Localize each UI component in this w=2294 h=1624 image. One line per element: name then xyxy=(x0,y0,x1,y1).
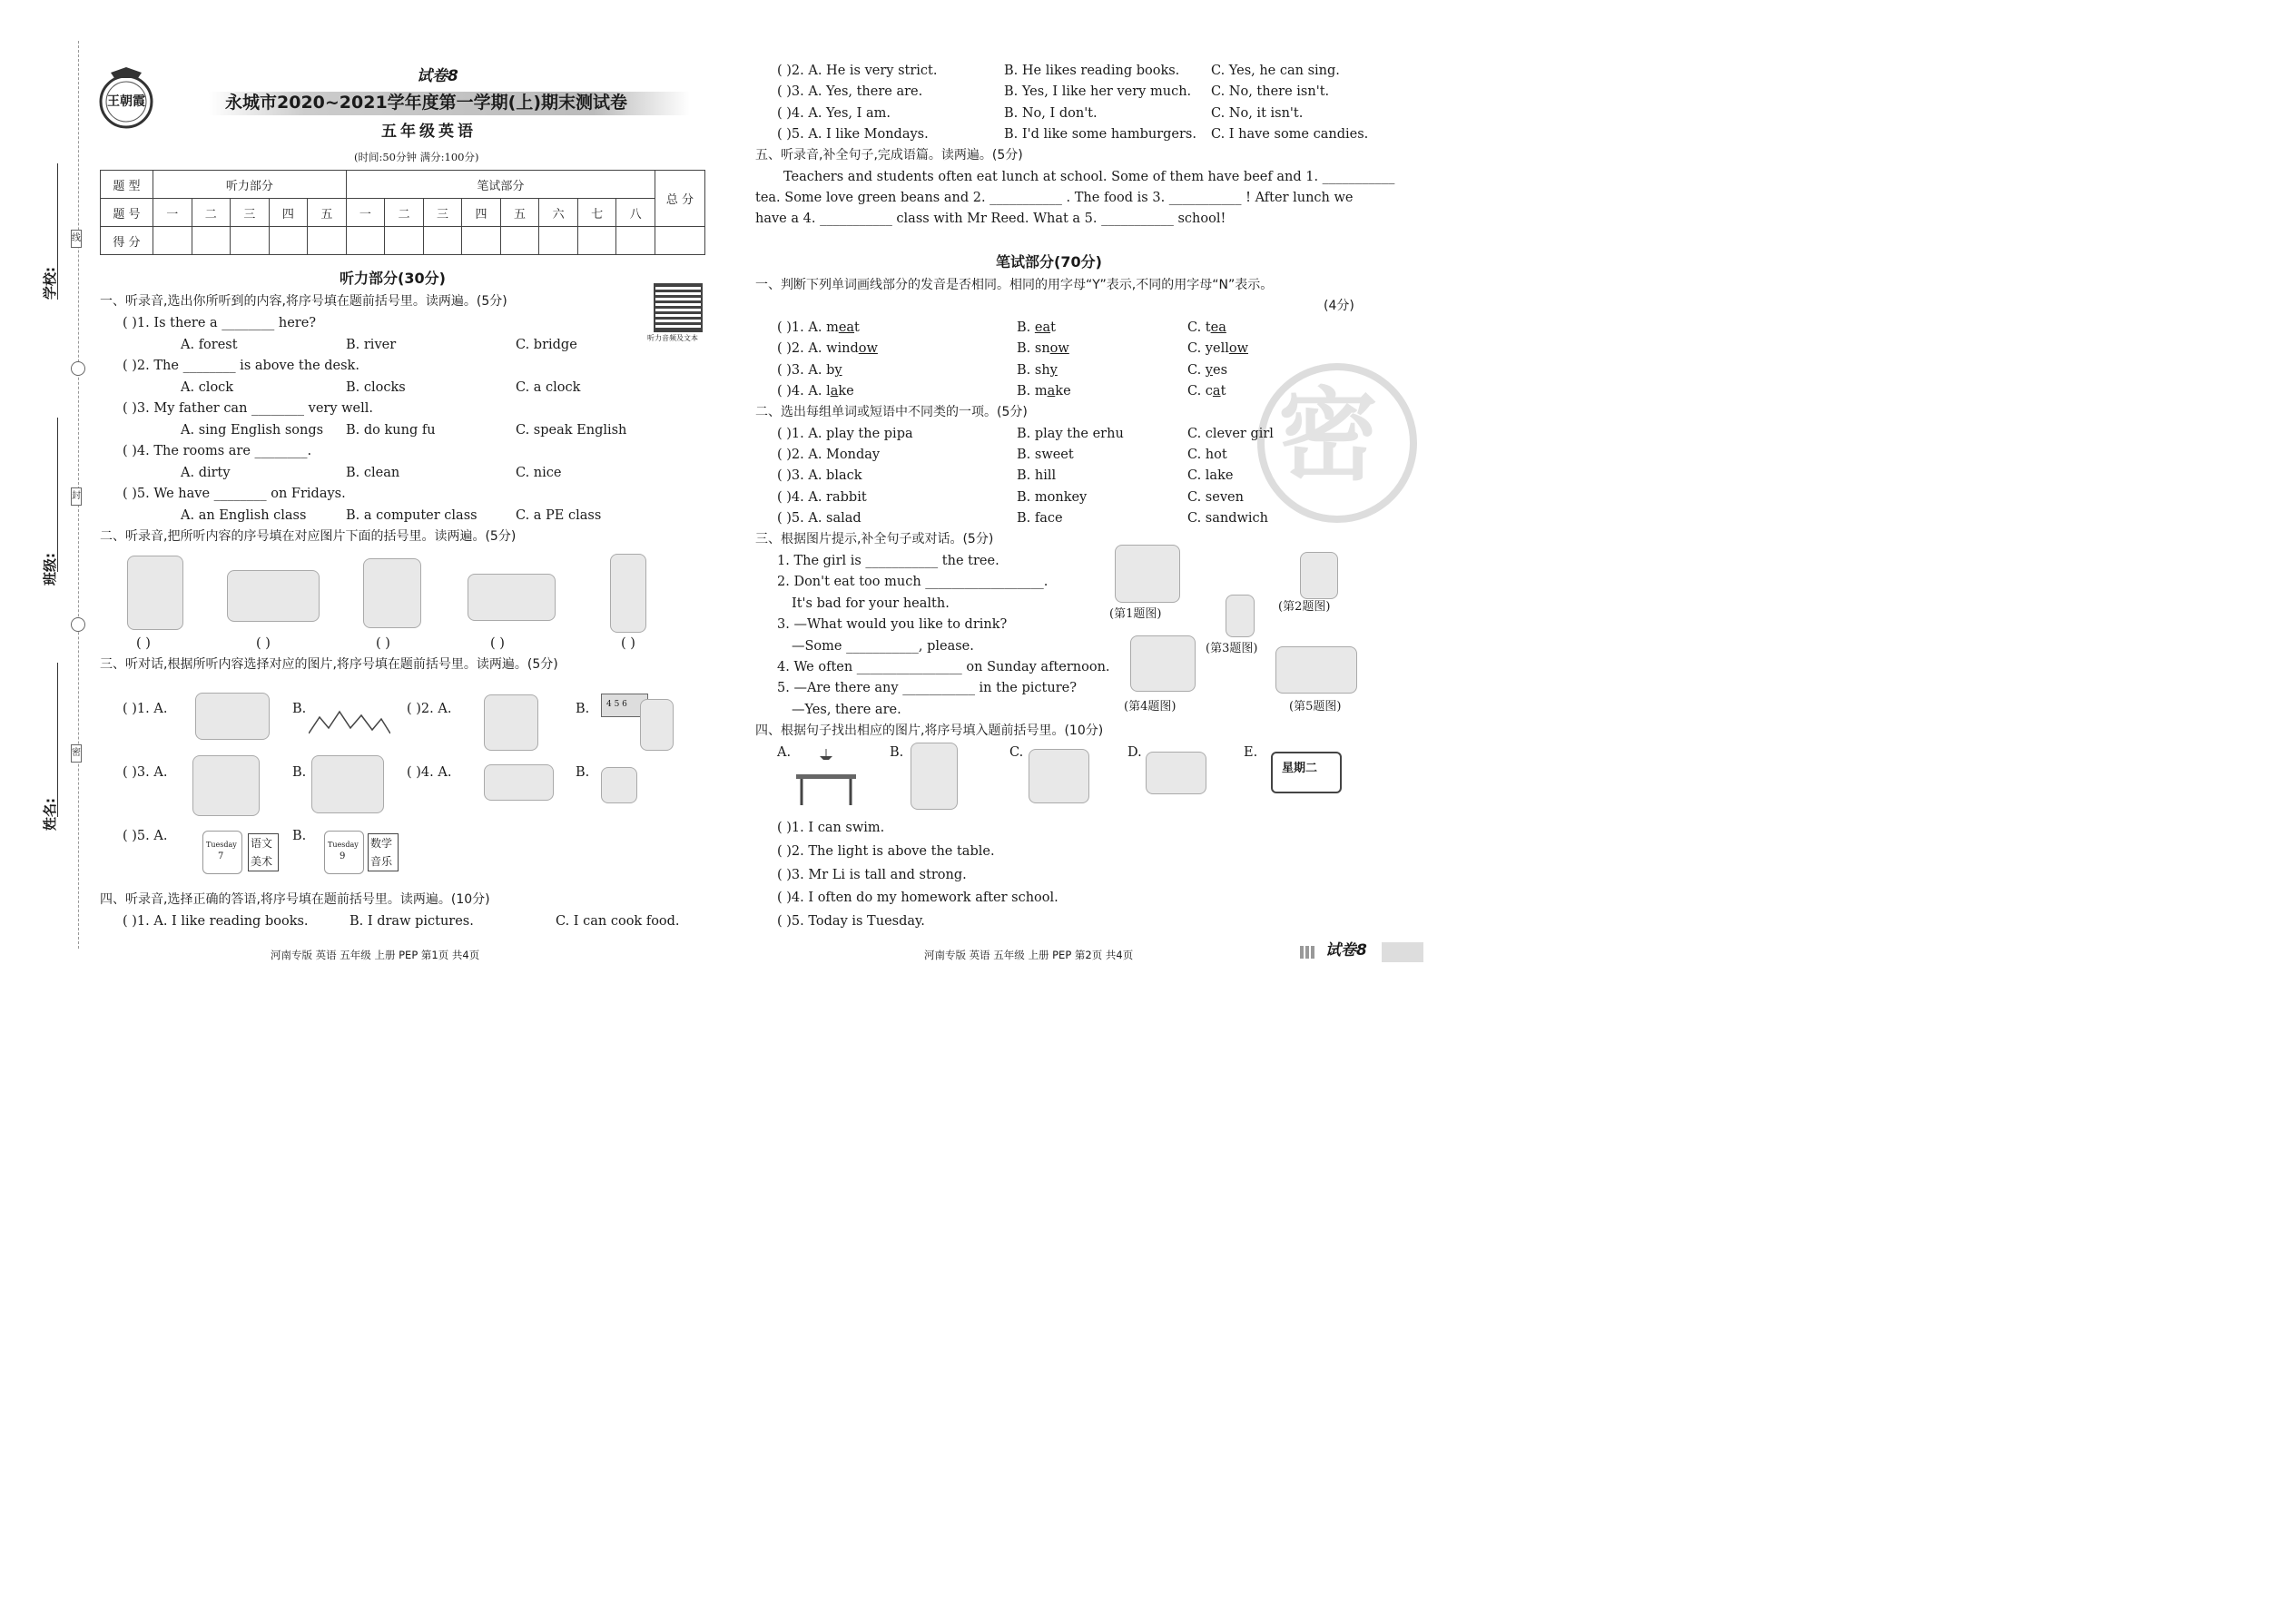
option-text: C. bridge xyxy=(516,338,577,352)
calendar-text: 星期二 xyxy=(1282,762,1318,775)
option-text: C. I can cook food. xyxy=(556,914,680,929)
underlined-letters: ow xyxy=(1049,341,1069,356)
word-part: C. t xyxy=(1187,320,1211,335)
option-text: C. hot xyxy=(1187,448,1227,462)
picture-strong-man xyxy=(911,743,958,810)
phonics-option xyxy=(1187,320,1226,336)
phonics-row xyxy=(777,320,860,336)
written-section-title: 笔试部分(70分) xyxy=(996,253,1102,271)
option-text: C. a clock xyxy=(516,380,581,395)
school-label: 学校: xyxy=(42,267,58,300)
choice-label: ( )2. A. xyxy=(407,702,452,716)
answer-bracket[interactable]: ( ) xyxy=(256,636,271,651)
option-text: A. dirty xyxy=(181,466,231,480)
option-text: C. No, there isn't. xyxy=(1211,84,1330,99)
match-item: ( )1. I can swim. xyxy=(777,821,885,835)
choice-label: ( )5. A. xyxy=(123,829,168,843)
score-table-cell: 题 型 xyxy=(101,171,153,199)
score-cell[interactable] xyxy=(462,227,501,255)
section-title: 五、听录音,补全句子,完成语篇。读两遍。(5分) xyxy=(755,148,1023,162)
question-text: ( )4. The rooms are ________. xyxy=(123,444,312,458)
picture-vegetables xyxy=(227,570,320,622)
section-score: (4分) xyxy=(1324,299,1354,313)
option-text: C. lake xyxy=(1187,468,1234,483)
option-text: B. hill xyxy=(1017,468,1057,483)
subject-label: 音乐 xyxy=(370,855,393,868)
score-cell[interactable] xyxy=(346,227,385,255)
mountains-icon xyxy=(309,706,390,737)
option-text: B. sweet xyxy=(1017,448,1074,462)
answer-bracket[interactable]: ( ) xyxy=(136,636,151,651)
word-part: l xyxy=(826,384,831,399)
class-label: 班级: xyxy=(42,553,58,586)
underlined-letters: a xyxy=(1212,384,1221,399)
word-part: es xyxy=(1213,363,1228,378)
underlined-letters: ea xyxy=(838,320,855,335)
option-text: ( )3. A. Yes, there are. xyxy=(777,84,923,99)
score-table-cell: 听力部分 xyxy=(153,171,347,199)
choice-label: B. xyxy=(292,829,307,843)
picture-label: D. xyxy=(1127,745,1142,760)
section-title: 三、听对话,根据所听内容选择对应的图片,将序号填在题前括号里。读两遍。(5分) xyxy=(100,657,558,672)
picture-teacher-woman xyxy=(640,699,674,751)
underlined-letters: ow xyxy=(1228,341,1248,356)
section-title: 四、根据句子找出相应的图片,将序号填入题前括号里。(10分) xyxy=(755,723,1104,738)
option-text: B. I'd like some hamburgers. xyxy=(1004,127,1196,142)
score-cell[interactable] xyxy=(577,227,616,255)
option-text: B. clean xyxy=(346,466,400,480)
score-cell[interactable] xyxy=(192,227,231,255)
qr-code-icon[interactable] xyxy=(654,283,703,332)
section-title: 一、听录音,选出你所听到的内容,将序号填在题前括号里。读两遍。(5分) xyxy=(100,294,507,309)
score-table-cell: 五 xyxy=(308,199,347,227)
option-text: ( )4. A. rabbit xyxy=(777,490,867,505)
score-cell[interactable] xyxy=(385,227,424,255)
underlined-letters: a xyxy=(830,384,839,399)
option-text: C. speak English xyxy=(516,423,627,438)
phonics-row xyxy=(777,340,878,357)
choice-label: B. xyxy=(576,765,590,780)
option-text: B. monkey xyxy=(1017,490,1088,505)
row-label: ( )2. A. xyxy=(777,341,827,356)
option-text: B. He likes reading books. xyxy=(1004,64,1180,78)
word-part: C. c xyxy=(1187,384,1213,399)
sentence-line: 4. We often ________________ on Sunday afternoon. xyxy=(777,660,1110,674)
picture-label: C. xyxy=(1009,745,1024,760)
option-text: ( )1. A. play the pipa xyxy=(777,427,913,441)
phonics-row xyxy=(777,383,854,399)
match-item: ( )3. Mr Li is tall and strong. xyxy=(777,868,967,882)
score-table-cell: 二 xyxy=(385,199,424,227)
score-table-cell: 三 xyxy=(423,199,462,227)
choice-label: B. xyxy=(292,702,307,716)
choice-label: B. xyxy=(576,702,590,716)
score-cell[interactable] xyxy=(269,227,308,255)
option-text: B. do kung fu xyxy=(346,423,436,438)
underlined-letters: ea xyxy=(1210,320,1226,335)
choice-label: ( )1. A. xyxy=(123,702,168,716)
score-table-cell: 七 xyxy=(577,199,616,227)
option-text: C. nice xyxy=(516,466,562,480)
figure-caption: (第4题图) xyxy=(1124,700,1177,714)
section-title: 一、判断下列单词画线部分的发音是否相同。相同的用字母“Y”表示,不同的用字母“N”表示。 xyxy=(755,278,1274,292)
option-text: ( )4. A. Yes, I am. xyxy=(777,106,891,121)
picture-ping-pong xyxy=(192,755,260,816)
word-part: C. yell xyxy=(1187,341,1229,356)
phonics-row xyxy=(777,362,842,379)
score-table-cell: 八 xyxy=(616,199,655,227)
section-title: 四、听录音,选择正确的答语,将序号填在题前括号里。读两遍。(10分) xyxy=(100,892,490,907)
section-title: 二、选出每组单词或短语中不同类的一项。(5分) xyxy=(755,405,1028,419)
picture-computer xyxy=(311,755,384,813)
figure-caption: (第2题图) xyxy=(1278,600,1331,614)
word-part: t xyxy=(1220,384,1226,399)
seal-mark-2: 封 xyxy=(71,487,82,506)
underlined-letters: a xyxy=(1047,384,1056,399)
score-table-cell: 三 xyxy=(231,199,270,227)
picture-label: E. xyxy=(1244,745,1258,760)
picture-boy-homework xyxy=(1029,749,1089,803)
calendar-day: Tuesday xyxy=(206,841,237,849)
score-cell[interactable] xyxy=(539,227,578,255)
option-text: ( )2. A. He is very strict. xyxy=(777,64,938,78)
binding-circle-icon xyxy=(71,361,85,376)
picture-cake xyxy=(601,767,637,803)
figure-caption: (第5题图) xyxy=(1289,700,1342,714)
picture-river-bridge xyxy=(195,693,270,740)
sentence-line: 5. —Are there any ___________ in the picture? xyxy=(777,681,1077,695)
underlined-letters: y xyxy=(1205,363,1213,378)
word-part: B. xyxy=(1017,320,1035,335)
passage-line: have a 4. ___________ class with Mr Reed. What a 5. ___________ school! xyxy=(755,212,1226,226)
seal-mark-3: 密 xyxy=(71,744,82,763)
answer-bracket[interactable]: ( ) xyxy=(621,636,635,651)
underlined-letters: ow xyxy=(858,341,878,356)
score-table-cell: 六 xyxy=(539,199,578,227)
question-text: ( )2. The ________ is above the desk. xyxy=(123,359,359,373)
option-text: B. river xyxy=(346,338,397,352)
sentence-line: —Some ___________, please. xyxy=(792,639,974,654)
exam-banner: 试卷8 xyxy=(417,67,458,85)
watermark-text: 密 xyxy=(1278,378,1378,494)
picture-label: B. xyxy=(890,745,904,760)
picture-girl-in-tree xyxy=(1115,545,1180,603)
badge-bar xyxy=(1382,942,1423,962)
phonics-option xyxy=(1187,362,1227,379)
picture-kids-playing xyxy=(1130,635,1196,692)
picture-birds xyxy=(468,574,556,621)
option-text: B. face xyxy=(1017,511,1063,526)
question-text: ( )1. Is there a ________ here? xyxy=(123,316,317,330)
calendar-date: 7 xyxy=(218,851,224,861)
answer-bracket[interactable]: ( ) xyxy=(376,636,390,651)
score-table-cell: 二 xyxy=(192,199,231,227)
underlined-letters: y xyxy=(1049,363,1058,378)
picture-label: A. xyxy=(777,745,792,760)
word-part: ke xyxy=(838,384,854,399)
picture-ice-cream xyxy=(1300,552,1338,599)
score-cell[interactable] xyxy=(655,227,705,255)
option-text: C. I have some candies. xyxy=(1211,127,1369,142)
passage-line: tea. Some love green beans and 2. ___________ . The food is 3. ___________ ! After lunch we xyxy=(755,191,1354,205)
picture-boy-football xyxy=(363,558,421,628)
word-part: C. xyxy=(1187,363,1206,378)
blackboard-numbers: 4 5 6 xyxy=(606,700,627,709)
score-table xyxy=(100,170,705,255)
word-part: B. m xyxy=(1017,384,1048,399)
calendar-date: 9 xyxy=(340,851,346,861)
word-part: ke xyxy=(1055,384,1071,399)
word-part: B. sh xyxy=(1017,363,1050,378)
class-blank[interactable] xyxy=(57,418,58,572)
choice-label: B. xyxy=(292,765,307,780)
badge-decoration xyxy=(1300,946,1316,959)
picture-boy-at-desk xyxy=(127,556,183,630)
match-item: ( )4. I often do my homework after school. xyxy=(777,891,1058,905)
option-text: ( )5. A. I like Mondays. xyxy=(777,127,929,142)
option-text: B. clocks xyxy=(346,380,406,395)
underlined-letters: ea xyxy=(1034,320,1051,335)
sentence-line: —Yes, there are. xyxy=(792,703,901,717)
exam-subtitle: 五年级英语 xyxy=(381,123,477,141)
word-part: t xyxy=(854,320,860,335)
sentence-line: It's bad for your health. xyxy=(792,596,950,611)
figure-caption: (第3题图) xyxy=(1206,642,1258,655)
question-text: ( )3. My father can ________ very well. xyxy=(123,401,374,416)
word-part: m xyxy=(826,320,839,335)
word-part: B. sn xyxy=(1017,341,1050,356)
right-footer: 河南专版 英语 五年级 上册 PEP 第2页 共4页 xyxy=(924,949,1134,961)
question-text: ( )1. A. I like reading books. xyxy=(123,914,309,929)
row-label: ( )4. A. xyxy=(777,384,827,399)
option-text: C. sandwich xyxy=(1187,511,1269,526)
option-text: C. seven xyxy=(1187,490,1244,505)
option-text: A. sing English songs xyxy=(181,423,324,438)
seal-mark-1: 线 xyxy=(71,230,82,248)
option-text: B. I draw pictures. xyxy=(350,914,474,929)
word-part: t xyxy=(1050,320,1056,335)
phonics-option xyxy=(1017,320,1056,336)
score-table-cell: 四 xyxy=(462,199,501,227)
underlined-letters: y xyxy=(834,363,842,378)
row-label: ( )3. A. xyxy=(777,363,827,378)
score-cell[interactable] xyxy=(231,227,270,255)
option-text: B. play the erhu xyxy=(1017,427,1124,441)
answer-bracket[interactable]: ( ) xyxy=(490,636,505,651)
phonics-option xyxy=(1017,362,1058,379)
word-part: b xyxy=(826,363,835,378)
score-table-cell: 一 xyxy=(153,199,192,227)
option-text: ( )5. A. salad xyxy=(777,511,861,526)
left-footer: 河南专版 英语 五年级 上册 PEP 第1页 共4页 xyxy=(271,949,480,961)
phonics-option xyxy=(1187,383,1226,399)
score-cell[interactable] xyxy=(308,227,347,255)
score-table-cell: 得 分 xyxy=(101,227,153,255)
phonics-option xyxy=(1017,340,1069,357)
picture-girl xyxy=(610,554,646,633)
sentence-line: 1. The girl is ___________ the tree. xyxy=(777,554,999,568)
phonics-option xyxy=(1017,383,1071,399)
score-table-cell: 四 xyxy=(269,199,308,227)
passage-line: Teachers and students often eat lunch at school. Some of them have beef and 1. ___________ xyxy=(783,170,1395,184)
option-text: A. an English class xyxy=(181,508,307,523)
phonics-option xyxy=(1187,340,1248,357)
option-text: B. Yes, I like her very much. xyxy=(1004,84,1192,99)
subject-label: 数学 xyxy=(370,837,393,850)
picture-flowers xyxy=(484,764,554,801)
score-cell[interactable] xyxy=(153,227,192,255)
option-text: C. No, it isn't. xyxy=(1211,106,1304,121)
figure-caption: (第1题图) xyxy=(1109,607,1162,621)
option-text: C. a PE class xyxy=(516,508,602,523)
option-text: B. a computer class xyxy=(346,508,478,523)
option-text: ( )3. A. black xyxy=(777,468,862,483)
table-with-light-icon xyxy=(794,749,858,808)
name-blank[interactable] xyxy=(57,663,58,817)
score-table-cell: 总 分 xyxy=(655,171,705,227)
publisher-name: 王朝霞 xyxy=(107,94,145,109)
score-cell[interactable] xyxy=(423,227,462,255)
calendar-day: Tuesday xyxy=(328,841,359,849)
name-label: 姓名: xyxy=(42,798,58,831)
row-label: ( )1. A. xyxy=(777,320,827,335)
section-title: 三、根据图片提示,补全句子或对话。(5分) xyxy=(755,532,994,546)
sentence-line: 3. —What would you like to drink? xyxy=(777,617,1008,632)
picture-teacher xyxy=(484,694,538,751)
sentence-line: 2. Don't eat too much __________________. xyxy=(777,575,1049,589)
listening-section-title: 听力部分(30分) xyxy=(340,270,446,287)
score-table-cell: 五 xyxy=(500,199,539,227)
section-title: 二、听录音,把所听内容的序号填在对应图片下面的括号里。读两遍。(5分) xyxy=(100,529,517,544)
picture-pandas xyxy=(1275,646,1357,694)
subject-label: 语文 xyxy=(251,837,273,850)
score-cell[interactable] xyxy=(616,227,655,255)
school-blank[interactable] xyxy=(57,163,58,300)
match-item: ( )2. The light is above the table. xyxy=(777,844,995,859)
option-text: A. forest xyxy=(181,338,238,352)
word-part: wind xyxy=(826,341,859,356)
picture-swimming xyxy=(1146,752,1206,794)
score-table-cell: 笔试部分 xyxy=(346,171,655,199)
option-text: C. Yes, he can sing. xyxy=(1211,64,1340,78)
option-text: ( )2. A. Monday xyxy=(777,448,881,462)
choice-label: ( )4. A. xyxy=(407,765,452,780)
score-cell[interactable] xyxy=(500,227,539,255)
binding-circle-icon xyxy=(71,617,85,632)
score-table-cell: 题 号 xyxy=(101,199,153,227)
exam-badge: 试卷8 xyxy=(1325,941,1367,960)
picture-milk-carton xyxy=(1226,595,1255,637)
match-item: ( )5. Today is Tuesday. xyxy=(777,914,925,929)
choice-label: ( )3. A. xyxy=(123,765,168,780)
option-text: B. No, I don't. xyxy=(1004,106,1098,121)
question-text: ( )5. We have ________ on Fridays. xyxy=(123,487,346,501)
time-info: (时间:50分钟 满分:100分) xyxy=(354,151,479,163)
option-text: C. clever girl xyxy=(1187,427,1274,441)
option-text: A. clock xyxy=(181,380,234,395)
exam-title: 永城市2020~2021学年度第一学期(上)期末测试卷 xyxy=(225,93,628,113)
qr-caption: 听力音频及文本 xyxy=(647,334,698,342)
score-table-cell: 一 xyxy=(346,199,385,227)
subject-label: 美术 xyxy=(251,855,273,868)
